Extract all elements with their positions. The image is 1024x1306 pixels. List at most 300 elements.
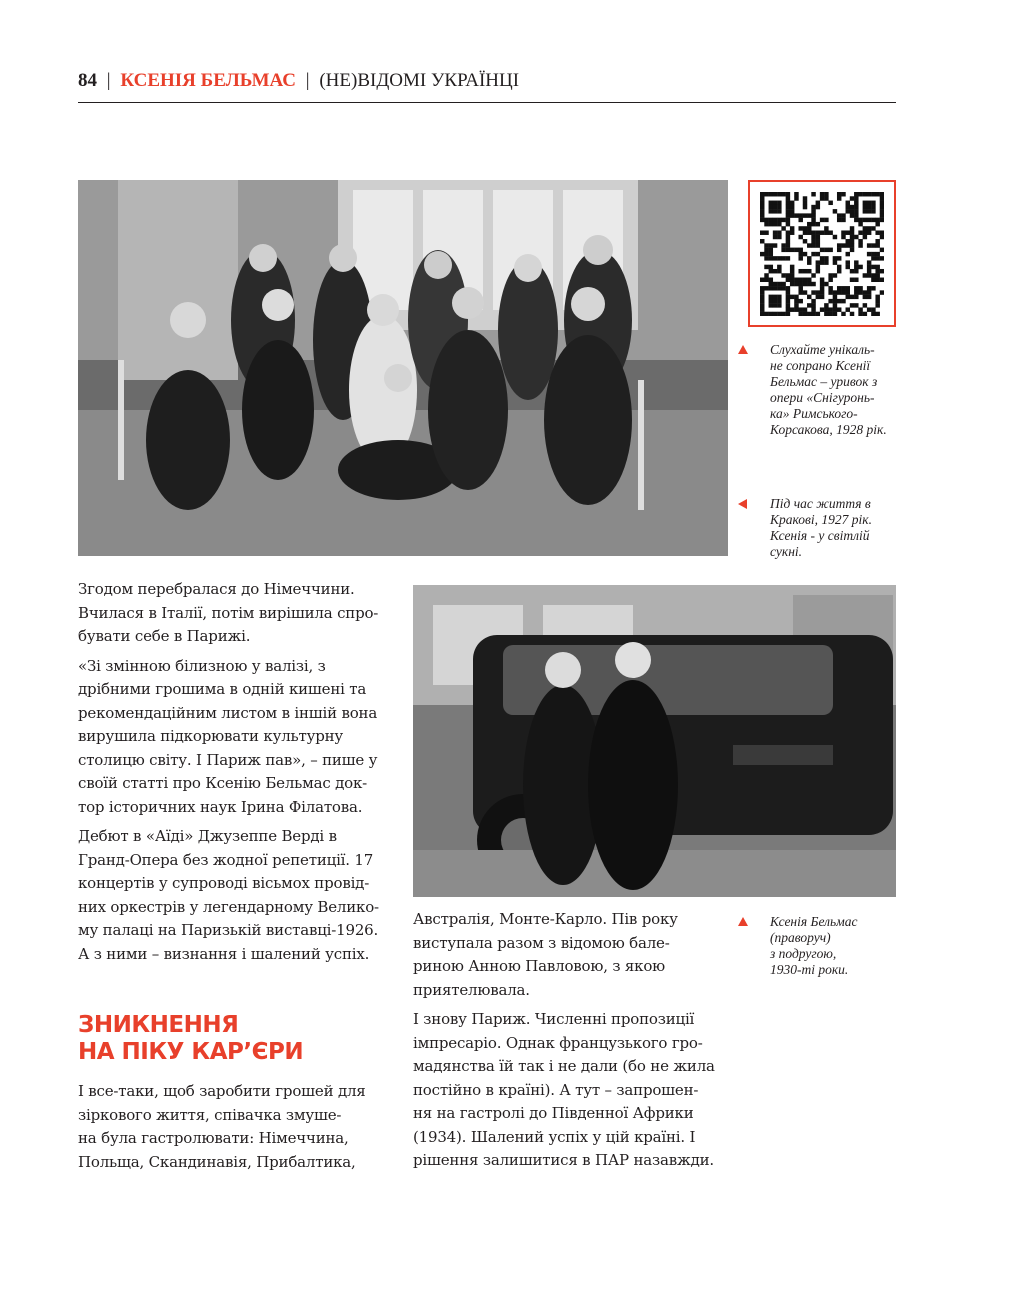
qr-module (850, 209, 854, 213)
qr-module (858, 192, 862, 196)
qr-module (837, 256, 841, 260)
paragraph: І знову Париж. Численні пропозиції імпресаріо. Однак французького гро- мадянства їй так і не дали (бо не жила постійно в країні). А тут – запрошен- ня на гастролі до Південної Африки (1934). Шалений успіх у цій країні. І рішення залишитися в ПАР назавжди. (413, 1010, 715, 1169)
qr-module (764, 230, 768, 234)
qr-module (880, 218, 884, 222)
qr-module (863, 312, 867, 316)
qr-module (858, 218, 862, 222)
qr-module (875, 239, 879, 243)
column-right-text (413, 908, 738, 1179)
qr-module (880, 278, 884, 282)
qr-module (854, 269, 858, 273)
qr-module (858, 239, 862, 243)
qr-module (811, 218, 815, 222)
qr-module (811, 312, 815, 316)
qr-module (867, 290, 871, 294)
qr-module (854, 213, 858, 217)
qr-module (875, 312, 879, 316)
qr-module (828, 230, 832, 234)
qr-module (794, 307, 798, 311)
qr-module (854, 290, 858, 294)
qr-module (777, 282, 781, 286)
qr-module (863, 201, 867, 205)
qr-module (811, 205, 815, 209)
qr-module (786, 196, 790, 200)
qr-code[interactable] (748, 180, 896, 327)
qr-module (769, 295, 773, 299)
qr-module (786, 273, 790, 277)
qr-module (790, 307, 794, 311)
qr-module (846, 201, 850, 205)
qr-module (863, 295, 867, 299)
qr-module (875, 295, 879, 299)
qr-module (875, 252, 879, 256)
qr-module (798, 235, 802, 239)
qr-module (837, 290, 841, 294)
qr-module (880, 196, 884, 200)
qr-module (850, 235, 854, 239)
qr-module (786, 222, 790, 226)
qr-module (880, 209, 884, 213)
qr-module (824, 230, 828, 234)
qr-module (833, 307, 837, 311)
qr-module (854, 295, 858, 299)
qr-module (820, 260, 824, 264)
qr-module (875, 265, 879, 269)
qr-code-icon (760, 192, 884, 316)
qr-module (781, 226, 785, 230)
qr-module (798, 226, 802, 230)
qr-module (867, 192, 871, 196)
qr-module (871, 307, 875, 311)
qr-module (846, 265, 850, 269)
qr-module (867, 307, 871, 311)
qr-module (764, 278, 768, 282)
qr-module (786, 307, 790, 311)
qr-module (773, 299, 777, 303)
qr-module (790, 230, 794, 234)
qr-module (863, 218, 867, 222)
qr-module (867, 252, 871, 256)
qr-module (803, 239, 807, 243)
qr-module (828, 278, 832, 282)
qr-module (824, 307, 828, 311)
qr-module (803, 205, 807, 209)
qr-module (837, 248, 841, 252)
qr-module (807, 260, 811, 264)
qr-module (880, 230, 884, 234)
qr-module (760, 209, 764, 213)
qr-module (798, 269, 802, 273)
qr-module (824, 248, 828, 252)
qr-module (854, 205, 858, 209)
photo2-caption (750, 914, 900, 978)
qr-module (786, 192, 790, 196)
qr-module (837, 213, 841, 217)
qr-module (850, 196, 854, 200)
qr-module (786, 286, 790, 290)
qr-module (863, 226, 867, 230)
qr-module (764, 243, 768, 247)
qr-module (803, 196, 807, 200)
qr-module (798, 213, 802, 217)
qr-module (773, 230, 777, 234)
qr-module (867, 295, 871, 299)
qr-module (828, 307, 832, 311)
qr-module (850, 278, 854, 282)
qr-module (777, 205, 781, 209)
qr-module (764, 248, 768, 252)
qr-module (854, 196, 858, 200)
qr-module (769, 312, 773, 316)
paragraph: Згодом перебралася до Німеччини. Вчилася в Італії, потім вирішила спро- бувати себе в Парижі. (78, 580, 379, 645)
qr-module (875, 218, 879, 222)
qr-module (781, 218, 785, 222)
qr-module (794, 299, 798, 303)
qr-module (850, 213, 854, 217)
qr-module (807, 226, 811, 230)
qr-module (850, 295, 854, 299)
qr-module (764, 286, 768, 290)
qr-module (867, 269, 871, 273)
qr-module (777, 235, 781, 239)
qr-module (854, 209, 858, 213)
car-photo-image (413, 585, 896, 897)
qr-module (824, 192, 828, 196)
qr-module (871, 205, 875, 209)
qr-module (790, 269, 794, 273)
qr-module (854, 260, 858, 264)
qr-module (820, 295, 824, 299)
qr-module (816, 290, 820, 294)
qr-module (794, 192, 798, 196)
qr-module (867, 286, 871, 290)
qr-module (867, 218, 871, 222)
qr-module (816, 230, 820, 234)
qr-module (871, 243, 875, 247)
qr-module (867, 201, 871, 205)
qr-module (790, 265, 794, 269)
qr-module (807, 303, 811, 307)
qr-module (875, 230, 879, 234)
qr-module (769, 282, 773, 286)
qr-module (850, 205, 854, 209)
qr-module (863, 273, 867, 277)
qr-module (833, 256, 837, 260)
paragraph: «Зі змінною білизною у валізі, з дрібними грошима в одній кишені та рекомендаційним листом в іншій вона вирушила підкорювати культурну столицю світу. І Париж пав», – пише у своїй статті про Ксенію Бельмас док- тор історичних наук Ірина Філатова. (78, 656, 378, 816)
qr-module (811, 243, 815, 247)
qr-module (816, 265, 820, 269)
qr-module (833, 235, 837, 239)
qr-module (773, 303, 777, 307)
qr-module (777, 256, 781, 260)
qr-module (786, 235, 790, 239)
qr-module (811, 303, 815, 307)
qr-module (858, 222, 862, 226)
qr-module (811, 230, 815, 234)
qr-module (850, 269, 854, 273)
qr-module (786, 213, 790, 217)
qr-module (760, 230, 764, 234)
qr-module (854, 201, 858, 205)
qr-module (777, 286, 781, 290)
qr-module (769, 256, 773, 260)
qr-module (837, 307, 841, 311)
qr-module (875, 278, 879, 282)
qr-module (811, 307, 815, 311)
qr-module (760, 201, 764, 205)
qr-module (880, 248, 884, 252)
qr-module (803, 252, 807, 256)
qr-module (781, 248, 785, 252)
qr-module (803, 269, 807, 273)
qr-module (760, 312, 764, 316)
qr-module (833, 290, 837, 294)
qr-module (871, 218, 875, 222)
qr-module (816, 269, 820, 273)
qr-module (833, 209, 837, 213)
qr-module (811, 282, 815, 286)
qr-module (833, 299, 837, 303)
qr-module (858, 265, 862, 269)
qr-module (764, 256, 768, 260)
header-separator-2: | (305, 70, 310, 91)
qr-module (841, 192, 845, 196)
qr-module (760, 239, 764, 243)
qr-module (837, 299, 841, 303)
qr-module (846, 295, 850, 299)
qr-module (820, 218, 824, 222)
qr-module (794, 213, 798, 217)
qr-module (846, 239, 850, 243)
qr-module (760, 307, 764, 311)
column-left-text (78, 578, 398, 972)
qr-module (760, 252, 764, 256)
qr-module (880, 290, 884, 294)
qr-module (841, 235, 845, 239)
qr-module (816, 295, 820, 299)
paragraph: І все-таки, щоб заробити грошей для зіркового життя, співачка змуше- на була гастролювати: Німеччина, Польща, Скандинавія, Прибалтика, (78, 1082, 366, 1171)
qr-module (850, 226, 854, 230)
qr-module (773, 222, 777, 226)
qr-module (760, 303, 764, 307)
qr-module (858, 312, 862, 316)
qr-module (820, 248, 824, 252)
qr-module (773, 218, 777, 222)
qr-module (807, 243, 811, 247)
qr-module (858, 286, 862, 290)
qr-module (863, 209, 867, 213)
qr-module (803, 278, 807, 282)
qr-module (786, 299, 790, 303)
qr-module (816, 205, 820, 209)
qr-module (786, 218, 790, 222)
page-number: 84 (78, 70, 97, 91)
qr-module (824, 218, 828, 222)
qr-module (850, 312, 854, 316)
qr-module (824, 256, 828, 260)
qr-module (824, 282, 828, 286)
qr-module (811, 209, 815, 213)
qr-module (769, 192, 773, 196)
qr-module (807, 278, 811, 282)
qr-module (764, 222, 768, 226)
qr-module (807, 222, 811, 226)
qr-module (794, 295, 798, 299)
qr-module (790, 295, 794, 299)
qr-module (867, 226, 871, 230)
qr-module (760, 196, 764, 200)
qr-module (854, 218, 858, 222)
qr-module (880, 201, 884, 205)
qr-module (871, 192, 875, 196)
qr-module (833, 260, 837, 264)
qr-module (867, 209, 871, 213)
qr-module (837, 286, 841, 290)
qr-module (764, 312, 768, 316)
qr-module (816, 260, 820, 264)
qr-module (828, 248, 832, 252)
qr-module (841, 290, 845, 294)
qr-caption (750, 342, 900, 438)
qr-module (794, 196, 798, 200)
qr-module (854, 192, 858, 196)
qr-module (837, 265, 841, 269)
qr-module (846, 290, 850, 294)
qr-module (828, 201, 832, 205)
qr-module (764, 273, 768, 277)
qr-module (803, 282, 807, 286)
qr-module (781, 256, 785, 260)
qr-module (833, 303, 837, 307)
qr-module (863, 290, 867, 294)
qr-module (760, 192, 764, 196)
qr-module (777, 312, 781, 316)
qr-module (807, 256, 811, 260)
qr-module (880, 235, 884, 239)
qr-module (769, 248, 773, 252)
qr-module (854, 286, 858, 290)
qr-module (777, 303, 781, 307)
qr-module (816, 222, 820, 226)
qr-module (790, 282, 794, 286)
qr-module (790, 201, 794, 205)
qr-module (867, 205, 871, 209)
qr-module (854, 265, 858, 269)
qr-module (837, 269, 841, 273)
triangle-up-icon (738, 345, 748, 354)
qr-module (875, 256, 879, 260)
qr-module (777, 201, 781, 205)
qr-module (769, 201, 773, 205)
qr-module (811, 273, 815, 277)
qr-module (811, 239, 815, 243)
qr-module (871, 273, 875, 277)
qr-module (820, 307, 824, 311)
qr-module (786, 243, 790, 247)
qr-module (786, 278, 790, 282)
qr-module (760, 299, 764, 303)
qr-module (769, 209, 773, 213)
qr-module (824, 226, 828, 230)
qr-module (880, 205, 884, 209)
qr-module (773, 235, 777, 239)
qr-module (841, 312, 845, 316)
qr-module (773, 295, 777, 299)
qr-module (858, 230, 862, 234)
qr-module (846, 243, 850, 247)
qr-module (803, 230, 807, 234)
qr-module (854, 278, 858, 282)
qr-module (781, 192, 785, 196)
qr-module (777, 209, 781, 213)
qr-module (773, 243, 777, 247)
qr-module (820, 282, 824, 286)
qr-module (786, 239, 790, 243)
qr-module (769, 222, 773, 226)
qr-module (798, 282, 802, 286)
qr-module (790, 205, 794, 209)
qr-module (841, 243, 845, 247)
qr-module (841, 286, 845, 290)
photo1-caption-text: Під час життя в Кракові, 1927 рік. Ксенія - у світлій сукні. (770, 496, 872, 559)
qr-module (837, 192, 841, 196)
qr-module (798, 218, 802, 222)
qr-module (773, 205, 777, 209)
qr-module (760, 218, 764, 222)
qr-module (811, 290, 815, 294)
qr-module (769, 265, 773, 269)
qr-module (854, 235, 858, 239)
qr-module (820, 192, 824, 196)
qr-module (760, 278, 764, 282)
qr-module (798, 299, 802, 303)
qr-module (777, 222, 781, 226)
qr-module (841, 299, 845, 303)
running-header (78, 66, 896, 103)
qr-module (828, 273, 832, 277)
qr-module (880, 213, 884, 217)
qr-module (781, 286, 785, 290)
photo2-caption-text: Ксенія Бельмас (праворуч) з подругою, 1930-ті роки. (770, 914, 858, 977)
qr-module (786, 248, 790, 252)
qr-module (777, 299, 781, 303)
qr-module (824, 312, 828, 316)
qr-module (773, 256, 777, 260)
qr-module (833, 295, 837, 299)
qr-module (786, 209, 790, 213)
qr-module (794, 303, 798, 307)
qr-module (786, 230, 790, 234)
qr-module (803, 307, 807, 311)
qr-module (871, 278, 875, 282)
qr-module (777, 218, 781, 222)
photo1-caption (750, 496, 900, 560)
qr-module (875, 222, 879, 226)
qr-module (781, 243, 785, 247)
qr-module (786, 290, 790, 294)
qr-module (816, 201, 820, 205)
qr-module (786, 201, 790, 205)
qr-module (760, 205, 764, 209)
qr-module (790, 273, 794, 277)
qr-module (811, 222, 815, 226)
qr-module (875, 192, 879, 196)
qr-module (798, 248, 802, 252)
qr-module (850, 248, 854, 252)
paragraph: Австралія, Монте-Карло. Пів року виступала разом з відомою бале- риною Анною Павловою, з якою приятелювала. (413, 910, 678, 999)
qr-module (863, 192, 867, 196)
qr-module (858, 307, 862, 311)
